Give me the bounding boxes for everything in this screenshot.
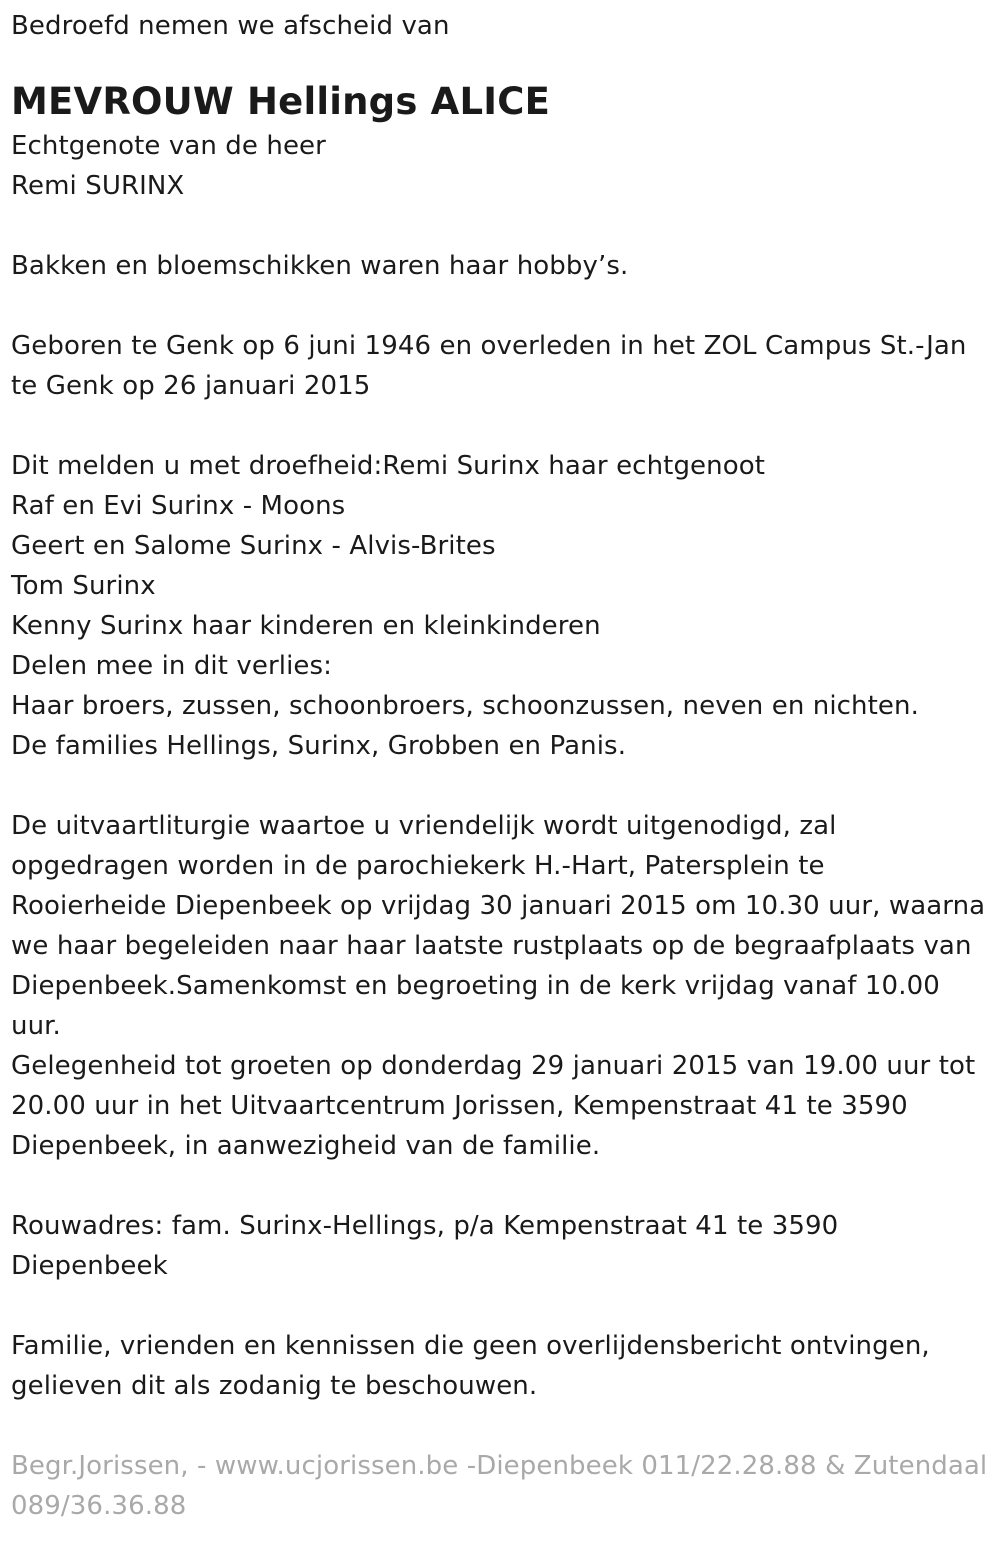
spacer	[11, 1286, 996, 1326]
hobbies-text: Bakken en bloemschikken waren haar hobby’s.	[11, 251, 629, 281]
funeral-block	[11, 806, 996, 1166]
funeral-line: Diepenbeek.Samenkomst en begroeting in de kerk vrijdag vanaf 10.00	[11, 971, 940, 1001]
address-block	[11, 1206, 996, 1286]
spouse-line: Remi SURINX	[11, 171, 185, 201]
intro-text: Bedroefd nemen we afscheid van	[11, 11, 450, 41]
notice-line: gelieven dit als zodanig te beschouwen.	[11, 1371, 538, 1401]
birth-death-line: te Genk op 26 januari 2015	[11, 371, 371, 401]
funeral-line: opgedragen worden in de parochiekerk H.-Hart, Patersplein te	[11, 851, 825, 881]
funeral-line: De uitvaartliturgie waartoe u vriendelijk wordt uitgenodigd, zal	[11, 811, 837, 841]
footer-line: 089/36.36.88	[11, 1491, 187, 1521]
family-line: Dit melden u met droefheid:Remi Surinx haar echtgenoot	[11, 451, 766, 481]
footer-line: Begr.Jorissen, - www.ucjorissen.be -Diepenbeek 011/22.28.88 & Zutendaal	[11, 1451, 988, 1481]
birth-death-line: Geboren te Genk op 6 juni 1946 en overleden in het ZOL Campus St.-Jan	[11, 331, 967, 361]
funeral-line: 20.00 uur in het Uitvaartcentrum Jorissen, Kempenstraat 41 te 3590	[11, 1091, 908, 1121]
spacer	[11, 1406, 996, 1446]
funeral-line: Rooierheide Diepenbeek op vrijdag 30 januari 2015 om 10.30 uur, waarna	[11, 891, 986, 921]
family-line: Geert en Salome Surinx - Alvis-Brites	[11, 531, 496, 561]
obituary-document	[11, 6, 996, 1526]
family-line: Raf en Evi Surinx - Moons	[11, 491, 346, 521]
address-line: Rouwadres: fam. Surinx-Hellings, p/a Kempenstraat 41 te 3590	[11, 1211, 839, 1241]
family-line: De families Hellings, Surinx, Grobben en Panis.	[11, 731, 627, 761]
spacer	[11, 1166, 996, 1206]
funeral-line: we haar begeleiden naar haar laatste rustplaats op de begraafplaats van	[11, 931, 972, 961]
notice-line: Familie, vrienden en kennissen die geen overlijdensbericht ontvingen,	[11, 1331, 930, 1361]
spacer	[11, 766, 996, 806]
funeral-line: Gelegenheid tot groeten op donderdag 29 januari 2015 van 19.00 uur tot	[11, 1051, 976, 1081]
family-line: Tom Surinx	[11, 571, 156, 601]
spouse-line: Echtgenote van de heer	[11, 131, 326, 161]
family-line: Haar broers, zussen, schoonbroers, schoonzussen, neven en nichten.	[11, 691, 919, 721]
spacer	[11, 206, 996, 246]
family-line: Kenny Surinx haar kinderen en kleinkinderen	[11, 611, 601, 641]
notice-block	[11, 1326, 996, 1406]
deceased-name: MEVROUW Hellings ALICE	[11, 80, 551, 123]
birth-death-block	[11, 326, 996, 406]
address-line: Diepenbeek	[11, 1251, 168, 1281]
spouse-block	[11, 126, 996, 206]
funeral-line: Diepenbeek, in aanwezigheid van de familie.	[11, 1131, 601, 1161]
spacer	[11, 286, 996, 326]
funeral-line: uur.	[11, 1011, 61, 1041]
family-block	[11, 446, 996, 766]
family-line: Delen mee in dit verlies:	[11, 651, 333, 681]
spacer	[11, 406, 996, 446]
funeral-home-footer	[11, 1446, 996, 1526]
